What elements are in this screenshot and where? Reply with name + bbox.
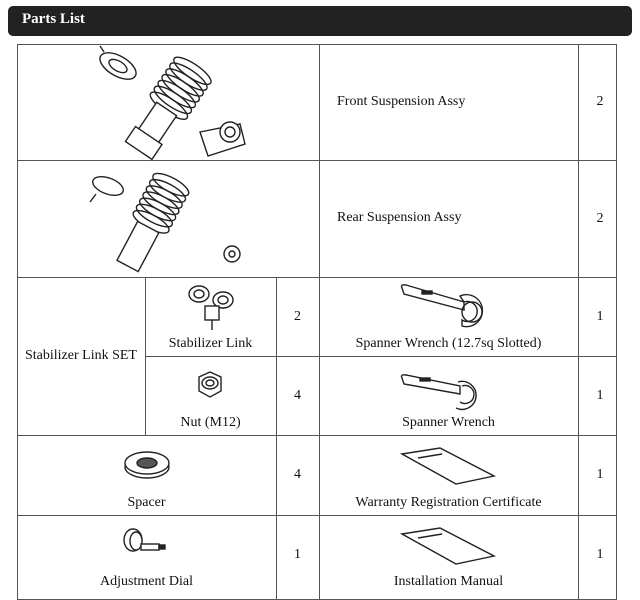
- nut-name: Nut (M12): [180, 415, 241, 430]
- stabilizer-link-qty: 2: [294, 308, 301, 324]
- nut-icon: [193, 371, 227, 401]
- parts-list-header: [8, 6, 632, 36]
- spacer-icon: [122, 450, 172, 480]
- warranty-qty: 1: [596, 467, 604, 482]
- front-suspension-icon: [80, 44, 260, 160]
- spanner-slotted-icon: [398, 282, 498, 332]
- spanner-name: Spanner Wrench: [402, 415, 495, 430]
- adjustment-dial-icon: [121, 528, 171, 562]
- installation-manual-icon: [398, 526, 498, 566]
- spanner-slotted-qty: 1: [596, 308, 604, 324]
- header-title: Parts List: [22, 11, 85, 27]
- stabilizer-link-name: Stabilizer Link: [168, 336, 253, 351]
- manual-qty: 1: [596, 547, 604, 562]
- stabilizer-link-icon: [185, 282, 239, 334]
- rear-suspension-name: Rear Suspension Assy: [337, 210, 462, 225]
- dial-qty: 1: [294, 547, 301, 562]
- front-suspension-qty: 2: [596, 94, 604, 109]
- spacer-name: Spacer: [127, 495, 166, 510]
- rear-suspension-icon: [80, 166, 260, 272]
- stabilizer-set-name: Stabilizer Link SET: [25, 348, 137, 363]
- spanner-icon: [398, 372, 498, 412]
- spacer-qty: 4: [294, 467, 301, 482]
- warranty-name: Warranty Registration Certificate: [355, 495, 542, 510]
- warranty-certificate-icon: [398, 446, 498, 486]
- spanner-slotted-name: Spanner Wrench (12.7sq Slotted): [355, 336, 542, 351]
- dial-name: Adjustment Dial: [100, 574, 193, 589]
- spanner-qty: 1: [596, 387, 604, 403]
- front-suspension-name: Front Suspension Assy: [337, 94, 466, 109]
- rear-suspension-qty: 2: [596, 211, 604, 226]
- nut-qty: 4: [294, 387, 301, 403]
- manual-name: Installation Manual: [393, 574, 504, 589]
